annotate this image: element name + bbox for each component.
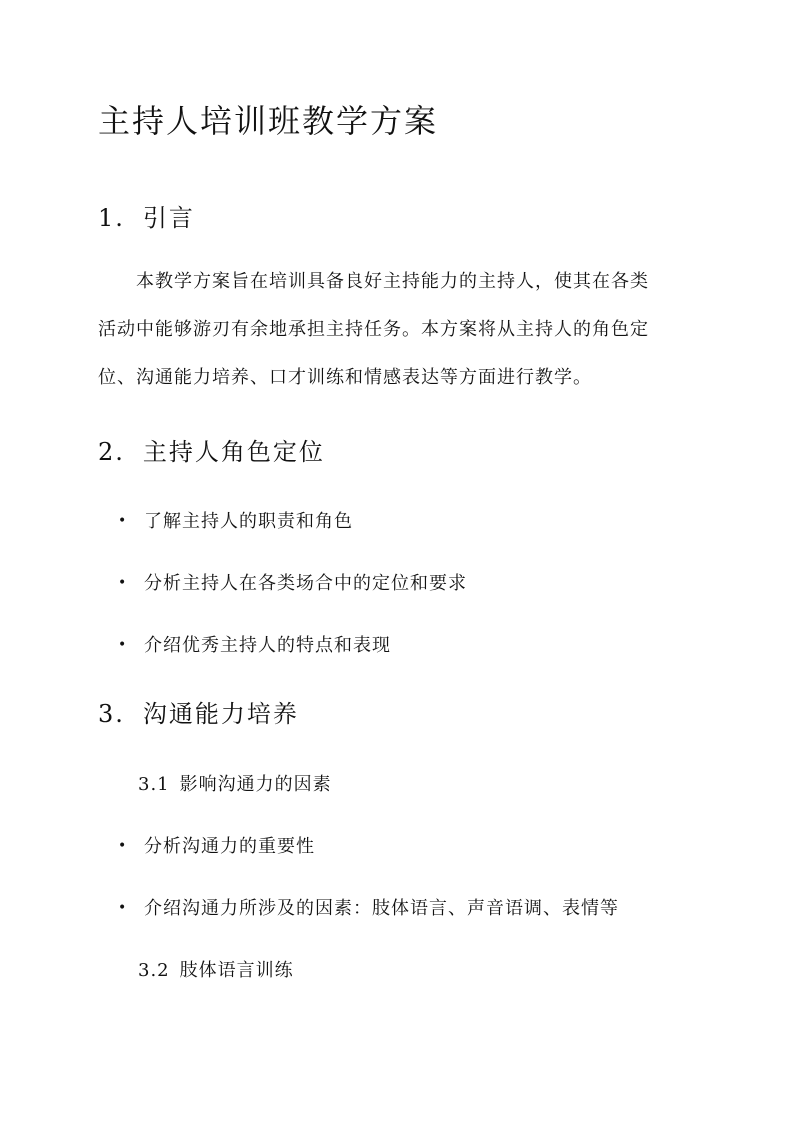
list-item-text: 介绍沟通力所涉及的因素：肢体语言、声音语调、表情等 bbox=[144, 898, 619, 919]
bullet-icon: • bbox=[118, 637, 128, 653]
bullet-icon: • bbox=[118, 900, 128, 916]
subsection-heading bbox=[138, 770, 332, 796]
subsection-title: 肢体语言训练 bbox=[179, 960, 294, 981]
intro-paragraph bbox=[98, 258, 704, 402]
bullet-icon: • bbox=[118, 838, 128, 854]
section-heading-intro bbox=[98, 198, 195, 233]
section-number: 1. bbox=[98, 204, 125, 232]
list-item bbox=[118, 832, 315, 858]
section-heading-communication bbox=[98, 694, 299, 729]
section-title: 引言 bbox=[142, 204, 195, 232]
list-item-text: 了解主持人的职责和角色 bbox=[144, 511, 353, 532]
document-title: 主持人培训班教学方案 bbox=[98, 102, 439, 140]
bullet-icon: • bbox=[118, 575, 128, 591]
section-heading-role bbox=[98, 432, 325, 467]
subsection-number: 3.1 bbox=[138, 774, 170, 795]
section-title: 沟通能力培养 bbox=[142, 700, 299, 728]
section-number: 3. bbox=[98, 700, 125, 728]
list-item-text: 分析沟通力的重要性 bbox=[144, 836, 315, 857]
paragraph-line: 位、沟通能力培养、口才训练和情感表达等方面进行教学。 bbox=[98, 367, 592, 388]
list-item-text: 分析主持人在各类场合中的定位和要求 bbox=[144, 573, 467, 594]
subsection-number: 3.2 bbox=[138, 960, 170, 981]
paragraph-line: 本教学方案旨在培训具备良好主持能力的主持人，使其在各类 bbox=[136, 271, 649, 292]
section-number: 2. bbox=[98, 438, 125, 466]
paragraph-line: 活动中能够游刃有余地承担主持任务。本方案将从主持人的角色定 bbox=[98, 319, 649, 340]
subsection-title: 影响沟通力的因素 bbox=[179, 774, 332, 795]
section-title: 主持人角色定位 bbox=[142, 438, 325, 466]
subsection-heading bbox=[138, 956, 294, 982]
list-item-text: 介绍优秀主持人的特点和表现 bbox=[144, 635, 391, 656]
bullet-icon: • bbox=[118, 513, 128, 529]
list-item bbox=[118, 631, 391, 657]
list-item bbox=[118, 894, 619, 920]
list-item bbox=[118, 507, 353, 533]
list-item bbox=[118, 569, 467, 595]
